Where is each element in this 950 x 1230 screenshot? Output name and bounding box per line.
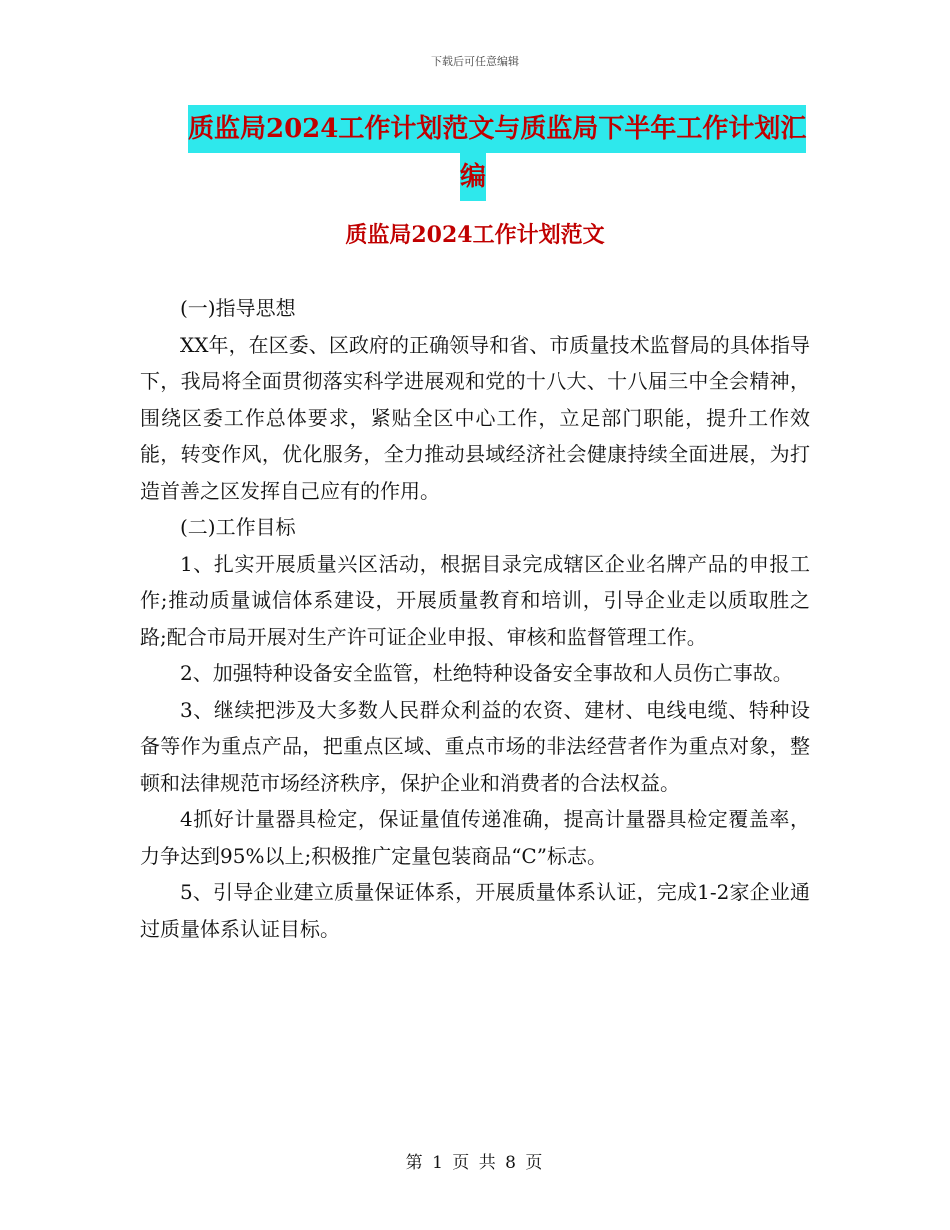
paragraph: 2、加强特种设备安全监管，杜绝特种设备安全事故和人员伤亡事故。 — [180, 661, 793, 685]
paragraph: 1、扎实开展质量兴区活动，根据目录完成辖区企业名牌产品的申报工作;推动质量诚信体系建设，开展质量教育和培训，引导企业走以质取胜之路;配合市局开展对生产许可证企业申报、审核和监督管理工作。 — [140, 551, 810, 649]
paragraph: 4抓好计量器具检定，保证量值传递准确，提高计量器具检定覆盖率，力争达到95%以上;积极推广定量包装商品“C”标志。 — [140, 807, 810, 868]
document-title-line2: 编 — [460, 153, 486, 201]
page-number: 第 1 页 共 8 页 — [405, 1153, 545, 1173]
paragraph: 3、继续把涉及大多数人民群众利益的农资、建材、电线电缆、特种设备等作为重点产品，把重点区域、重点市场的非法经营者作为重点对象，整顿和法律规范市场经济秩序，保护企业和消费者的合法权益。 — [140, 697, 810, 795]
document-body — [140, 290, 810, 947]
section-title: 质监局2024工作计划范文 — [345, 222, 605, 248]
heading-work-goals: (二)工作目标 — [180, 515, 296, 539]
header-note: 下载后可任意编辑 — [431, 55, 519, 68]
document-title-line1: 质监局2024工作计划范文与质监局下半年工作计划汇 — [188, 105, 806, 153]
paragraph: 5、引导企业建立质量保证体系，开展质量体系认证，完成1-2家企业通过质量体系认证目标。 — [140, 880, 810, 941]
paragraph: XX年，在区委、区政府的正确领导和省、市质量技术监督局的具体指导下，我局将全面贯彻落实科学进展观和党的十八大、十八届三中全会精神，围绕区委工作总体要求，紧贴全区中心工作，立足部门职能，提升工作效能，转变作风，优化服务，全力推动县域经济社会健康持续全面进展，为打造首善之区发挥自己应有的作用。 — [140, 332, 810, 503]
heading-guiding-thought: (一)指导思想 — [180, 296, 296, 320]
